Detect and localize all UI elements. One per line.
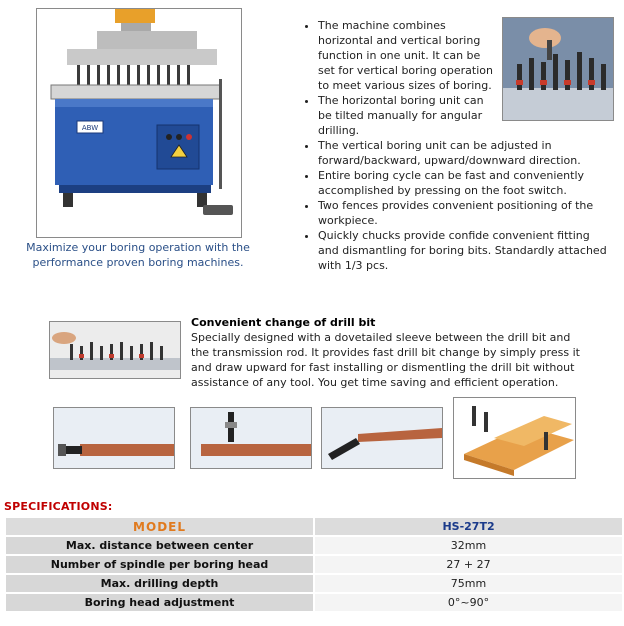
drill-change-text: Specially designed with a dovetailed sleeve between the drill bit and the transmission rod. It provides fast drill bit change by simply press it and draw upward for fast installing or dismentling the drill bit without assistance of any tool. You get time saving and efficient operation.	[191, 331, 580, 389]
feature-item: • The horizontal boring unit can be tilted manually for angular drilling.	[318, 93, 498, 138]
feature-item: • Quickly chucks provide confide convenient fitting and dismantling for boring bits. Standardly attached with 1/3 pcs.	[318, 228, 608, 273]
horizontal-bore-photo-3	[321, 407, 443, 469]
drill-change-illustration	[50, 322, 180, 378]
boring-machine-illustration	[37, 9, 241, 237]
spec-label: Max. drilling depth	[6, 575, 313, 592]
model-header-value: HS-27T2	[315, 518, 622, 535]
specifications-table	[4, 516, 624, 613]
machine-logo: ABW	[81, 124, 99, 132]
hero-caption-line2: performance proven boring machines.	[32, 256, 244, 269]
specifications-heading: SPECIFICATIONS:	[4, 500, 113, 513]
feature-item: • The machine combines horizontal and vertical boring function in one unit. It can be set for vertical boring operation to meet various sizes of boring.	[318, 18, 498, 93]
spec-value: 0°~90°	[315, 594, 622, 611]
machine-photo	[36, 8, 242, 238]
drill-change-block	[191, 316, 581, 390]
spec-label: Boring head adjustment	[6, 594, 313, 611]
table-row	[6, 537, 622, 554]
horizontal-bore-photo-1	[53, 407, 175, 469]
spec-value: 27 + 27	[315, 556, 622, 573]
spec-label: Number of spindle per boring head	[6, 556, 313, 573]
drill-change-title: Convenient change of drill bit	[191, 316, 376, 329]
wood-panels-photo	[453, 397, 576, 479]
drill-bits-photo	[502, 17, 614, 121]
vertical-bore-illustration	[191, 408, 311, 468]
feature-item: • Entire boring cycle can be fast and conveniently accomplished by pressing on the foot switch.	[318, 168, 608, 198]
hero-caption	[10, 240, 266, 270]
angled-bore-illustration	[322, 408, 442, 468]
feature-item: • The vertical boring unit can be adjusted in forward/backward, upward/downward direction.	[318, 138, 608, 168]
horizontal-bore-illustration	[54, 408, 174, 468]
table-row	[6, 556, 622, 573]
spec-label: Max. distance between center	[6, 537, 313, 554]
wood-panels-illustration	[454, 398, 575, 478]
model-header-label: MODEL	[6, 518, 313, 535]
drill-change-photo	[49, 321, 181, 379]
table-row	[6, 594, 622, 611]
spec-value: 75mm	[315, 575, 622, 592]
drill-bits-illustration	[503, 18, 613, 120]
table-row	[6, 518, 622, 535]
spec-value: 32mm	[315, 537, 622, 554]
table-row	[6, 575, 622, 592]
horizontal-bore-photo-2	[190, 407, 312, 469]
hero-caption-line1: Maximize your boring operation with the	[26, 241, 250, 254]
feature-item: • Two fences provides convenient positioning of the workpiece.	[318, 198, 608, 228]
